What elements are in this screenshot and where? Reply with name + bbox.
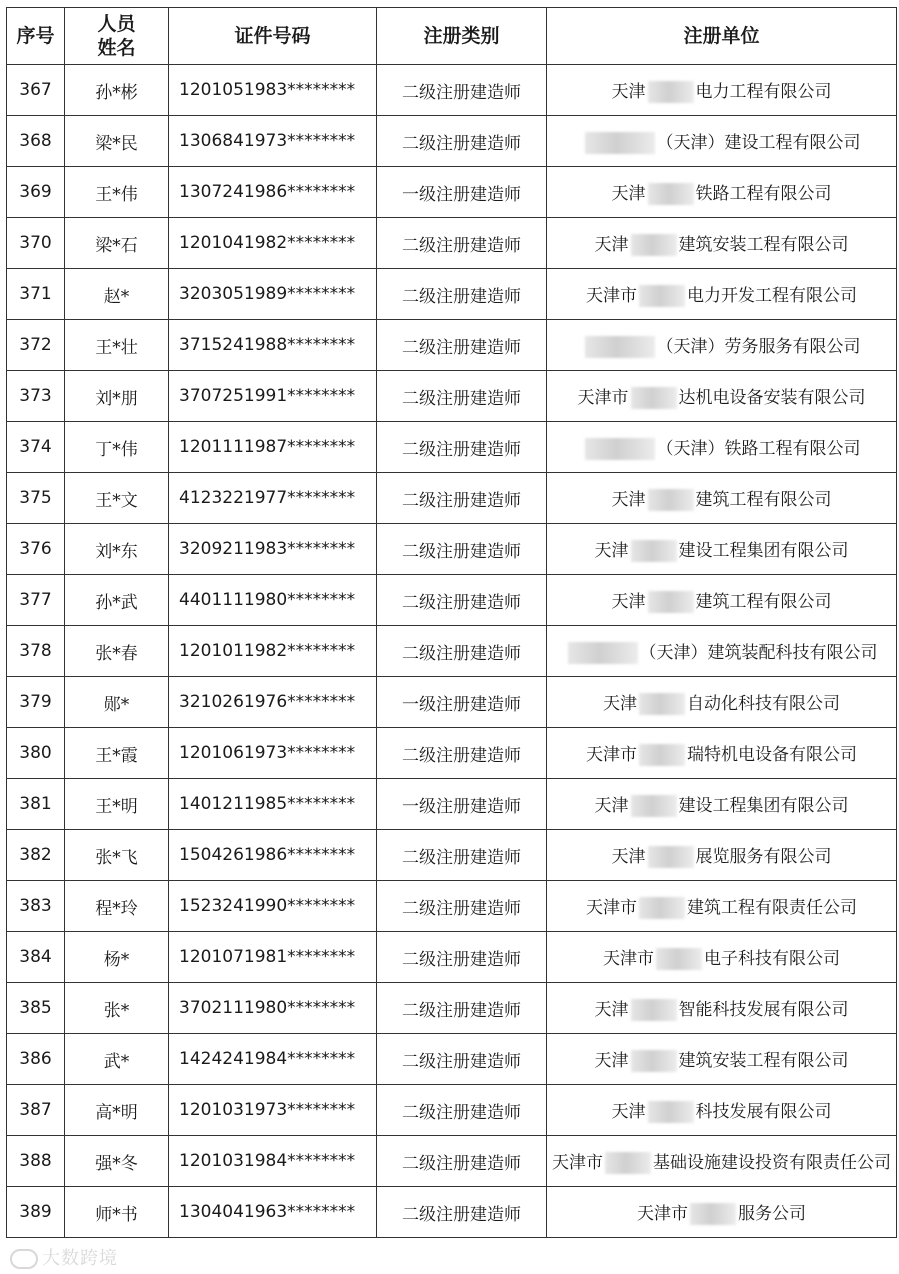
unit-suffix: 建筑工程有限公司: [695, 489, 832, 510]
redacted-blur: [631, 795, 677, 817]
table-row: [7, 1034, 897, 1085]
header-name-line1: 人员: [97, 13, 136, 35]
table-row: [7, 575, 897, 626]
unit-prefix: 天津: [594, 234, 629, 255]
watermark: [10, 1244, 118, 1270]
redacted-blur: [690, 1203, 736, 1225]
table-row: [7, 371, 897, 422]
serial-number-cell: 367: [7, 65, 65, 116]
registration-type-cell: 二级注册建造师: [377, 881, 547, 932]
table-row: [7, 1136, 897, 1187]
registration-unit-cell: [547, 881, 897, 932]
id-number-cell: 3209211983********: [169, 524, 377, 575]
registration-unit-cell: [547, 65, 897, 116]
person-name-cell: 郧*: [65, 677, 169, 728]
id-number-cell: 1424241984********: [169, 1034, 377, 1085]
unit-prefix: 天津市: [577, 387, 629, 408]
person-name-cell: 王*伟: [65, 167, 169, 218]
registration-type-cell: 二级注册建造师: [377, 473, 547, 524]
unit-prefix: 天津市: [586, 897, 637, 918]
registration-unit-cell: [547, 473, 897, 524]
unit-prefix: 天津市: [552, 1152, 603, 1173]
registration-type-cell: 二级注册建造师: [377, 65, 547, 116]
table-row: [7, 116, 897, 167]
redacted-blur: [585, 438, 655, 460]
unit-suffix: 建设工程集团有限公司: [678, 795, 849, 816]
header-registration-unit: 注册单位: [547, 8, 897, 65]
registration-type-cell: 一级注册建造师: [377, 779, 547, 830]
registration-type-cell: 二级注册建造师: [377, 1187, 547, 1238]
registration-unit-cell: [547, 371, 897, 422]
unit-suffix: 建筑安装工程有限公司: [678, 1050, 849, 1071]
registration-type-cell: 二级注册建造师: [377, 524, 547, 575]
registration-type-cell: 二级注册建造师: [377, 422, 547, 473]
registration-unit-cell: [547, 830, 897, 881]
unit-suffix: （天津）铁路工程有限公司: [656, 438, 861, 459]
unit-suffix: 电力开发工程有限公司: [687, 285, 857, 306]
id-number-cell: 1201071981********: [169, 932, 377, 983]
registration-unit-cell: [547, 269, 897, 320]
person-name-cell: 张*春: [65, 626, 169, 677]
registration-type-cell: 二级注册建造师: [377, 830, 547, 881]
unit-suffix: 建筑安装工程有限公司: [678, 234, 849, 255]
person-name-cell: 梁*民: [65, 116, 169, 167]
redacted-blur: [568, 642, 638, 664]
person-name-cell: 梁*石: [65, 218, 169, 269]
id-number-cell: 3210261976********: [169, 677, 377, 728]
registration-type-cell: 二级注册建造师: [377, 1136, 547, 1187]
person-name-cell: 孙*武: [65, 575, 169, 626]
serial-number-cell: 385: [7, 983, 65, 1034]
id-number-cell: 1201051983********: [169, 65, 377, 116]
header-person-name: [65, 8, 169, 65]
redacted-blur: [639, 744, 685, 766]
unit-suffix: 电子科技有限公司: [704, 948, 840, 969]
table-row: [7, 728, 897, 779]
watermark-logo-icon: [10, 1249, 38, 1269]
registration-table: [6, 7, 897, 1238]
person-name-cell: 杨*: [65, 932, 169, 983]
serial-number-cell: 382: [7, 830, 65, 881]
registration-unit-cell: [547, 320, 897, 371]
serial-number-cell: 389: [7, 1187, 65, 1238]
table-row: [7, 626, 897, 677]
table-row: [7, 1187, 897, 1238]
redacted-blur: [639, 693, 685, 715]
unit-prefix: 天津: [611, 489, 646, 510]
registration-type-cell: 二级注册建造师: [377, 626, 547, 677]
person-name-cell: 孙*彬: [65, 65, 169, 116]
unit-suffix: 自动化科技有限公司: [687, 693, 840, 714]
registration-unit-cell: [547, 524, 897, 575]
person-name-cell: 王*霞: [65, 728, 169, 779]
serial-number-cell: 386: [7, 1034, 65, 1085]
registration-type-cell: 二级注册建造师: [377, 932, 547, 983]
serial-number-cell: 372: [7, 320, 65, 371]
id-number-cell: 3707251991********: [169, 371, 377, 422]
unit-suffix: 铁路工程有限公司: [695, 183, 832, 204]
table-row: [7, 218, 897, 269]
unit-prefix: 天津市: [586, 285, 637, 306]
redacted-blur: [631, 1050, 677, 1072]
id-number-cell: 1201111987********: [169, 422, 377, 473]
unit-suffix: 电力工程有限公司: [695, 81, 832, 102]
serial-number-cell: 375: [7, 473, 65, 524]
registration-unit-cell: [547, 167, 897, 218]
table-row: [7, 422, 897, 473]
unit-prefix: 天津: [611, 591, 646, 612]
registration-type-cell: 一级注册建造师: [377, 167, 547, 218]
serial-number-cell: 381: [7, 779, 65, 830]
unit-prefix: 天津: [594, 1050, 629, 1071]
registration-unit-cell: [547, 1187, 897, 1238]
redacted-blur: [648, 1101, 694, 1123]
unit-suffix: 建筑工程有限责任公司: [687, 897, 857, 918]
person-name-cell: 强*冬: [65, 1136, 169, 1187]
registration-unit-cell: [547, 575, 897, 626]
id-number-cell: 1523241990********: [169, 881, 377, 932]
unit-suffix: 服务公司: [738, 1203, 806, 1224]
table-row: [7, 524, 897, 575]
serial-number-cell: 379: [7, 677, 65, 728]
table-row: [7, 65, 897, 116]
redacted-blur: [585, 336, 655, 358]
redacted-blur: [648, 489, 694, 511]
unit-prefix: 天津: [594, 795, 629, 816]
table-body: [7, 65, 897, 1238]
header-id-number: 证件号码: [169, 8, 377, 65]
id-number-cell: 1201031973********: [169, 1085, 377, 1136]
table-row: [7, 830, 897, 881]
redacted-blur: [631, 999, 677, 1021]
person-name-cell: 张*飞: [65, 830, 169, 881]
redacted-blur: [605, 1152, 651, 1174]
table-row: [7, 677, 897, 728]
person-name-cell: 赵*: [65, 269, 169, 320]
unit-suffix: （天津）建筑装配科技有限公司: [639, 642, 878, 663]
person-name-cell: 程*玲: [65, 881, 169, 932]
registration-unit-cell: [547, 116, 897, 167]
registration-unit-cell: [547, 626, 897, 677]
id-number-cell: 1306841973********: [169, 116, 377, 167]
registration-unit-cell: [547, 932, 897, 983]
table-row: [7, 1085, 897, 1136]
person-name-cell: 高*明: [65, 1085, 169, 1136]
serial-number-cell: 369: [7, 167, 65, 218]
serial-number-cell: 371: [7, 269, 65, 320]
registration-type-cell: 二级注册建造师: [377, 1034, 547, 1085]
unit-prefix: 天津: [611, 846, 646, 867]
serial-number-cell: 370: [7, 218, 65, 269]
redacted-blur: [639, 897, 685, 919]
person-name-cell: 王*壮: [65, 320, 169, 371]
unit-prefix: 天津市: [637, 1203, 688, 1224]
registration-unit-cell: [547, 422, 897, 473]
person-name-cell: 武*: [65, 1034, 169, 1085]
redacted-blur: [656, 948, 702, 970]
person-name-cell: 王*文: [65, 473, 169, 524]
unit-suffix: 科技发展有限公司: [695, 1101, 832, 1122]
redacted-blur: [648, 183, 694, 205]
redacted-blur: [648, 81, 694, 103]
redacted-blur: [631, 540, 677, 562]
redacted-blur: [639, 285, 685, 307]
table-row: [7, 881, 897, 932]
serial-number-cell: 378: [7, 626, 65, 677]
unit-prefix: 天津市: [603, 948, 654, 969]
unit-prefix: 天津: [611, 183, 646, 204]
serial-number-cell: 377: [7, 575, 65, 626]
registration-unit-cell: [547, 677, 897, 728]
serial-number-cell: 387: [7, 1085, 65, 1136]
serial-number-cell: 368: [7, 116, 65, 167]
serial-number-cell: 373: [7, 371, 65, 422]
header-serial-number: 序号: [7, 8, 65, 65]
serial-number-cell: 383: [7, 881, 65, 932]
unit-suffix: 基础设施建设投资有限责任公司: [653, 1152, 891, 1173]
unit-prefix: 天津: [594, 540, 629, 561]
id-number-cell: 4123221977********: [169, 473, 377, 524]
id-number-cell: 1304041963********: [169, 1187, 377, 1238]
table-row: [7, 932, 897, 983]
id-number-cell: 3203051989********: [169, 269, 377, 320]
table-row: [7, 269, 897, 320]
registration-type-cell: 二级注册建造师: [377, 371, 547, 422]
serial-number-cell: 384: [7, 932, 65, 983]
person-name-cell: 师*书: [65, 1187, 169, 1238]
redacted-blur: [648, 846, 694, 868]
registration-unit-cell: [547, 1085, 897, 1136]
table-row: [7, 167, 897, 218]
registration-type-cell: 二级注册建造师: [377, 320, 547, 371]
unit-suffix: （天津）劳务服务有限公司: [656, 336, 861, 357]
unit-suffix: 建设工程集团有限公司: [678, 540, 849, 561]
person-name-cell: 张*: [65, 983, 169, 1034]
id-number-cell: 1401211985********: [169, 779, 377, 830]
unit-suffix: 瑞特机电设备有限公司: [687, 744, 857, 765]
id-number-cell: 1201031984********: [169, 1136, 377, 1187]
registration-type-cell: 一级注册建造师: [377, 677, 547, 728]
header-name-line2: 姓名: [97, 37, 136, 59]
unit-suffix: 达机电设备安装有限公司: [678, 387, 866, 408]
unit-prefix: 天津: [611, 1101, 646, 1122]
redacted-blur: [631, 234, 677, 256]
watermark-text: 大数跨境: [42, 1248, 118, 1269]
id-number-cell: 1201011982********: [169, 626, 377, 677]
id-number-cell: 3715241988********: [169, 320, 377, 371]
table-header-row: [7, 8, 897, 65]
unit-prefix: 天津: [611, 81, 646, 102]
registration-unit-cell: [547, 983, 897, 1034]
registration-type-cell: 二级注册建造师: [377, 116, 547, 167]
unit-prefix: 天津: [594, 999, 629, 1020]
redacted-blur: [648, 591, 694, 613]
id-number-cell: 1504261986********: [169, 830, 377, 881]
unit-suffix: 智能科技发展有限公司: [678, 999, 849, 1020]
unit-suffix: 展览服务有限公司: [695, 846, 832, 867]
table-row: [7, 473, 897, 524]
registration-type-cell: 二级注册建造师: [377, 983, 547, 1034]
registration-type-cell: 二级注册建造师: [377, 728, 547, 779]
table-row: [7, 320, 897, 371]
id-number-cell: 1201041982********: [169, 218, 377, 269]
person-name-cell: 丁*伟: [65, 422, 169, 473]
unit-suffix: （天津）建设工程有限公司: [656, 132, 861, 153]
registration-unit-cell: [547, 1034, 897, 1085]
registration-type-cell: 二级注册建造师: [377, 269, 547, 320]
registration-type-cell: 二级注册建造师: [377, 1085, 547, 1136]
unit-suffix: 建筑工程有限公司: [695, 591, 832, 612]
person-name-cell: 刘*东: [65, 524, 169, 575]
redacted-blur: [631, 387, 677, 409]
header-registration-type: 注册类别: [377, 8, 547, 65]
table-row: [7, 779, 897, 830]
registration-unit-cell: [547, 779, 897, 830]
id-number-cell: 1201061973********: [169, 728, 377, 779]
registration-type-cell: 二级注册建造师: [377, 218, 547, 269]
serial-number-cell: 376: [7, 524, 65, 575]
serial-number-cell: 388: [7, 1136, 65, 1187]
unit-prefix: 天津: [603, 693, 637, 714]
id-number-cell: 4401111980********: [169, 575, 377, 626]
registration-type-cell: 二级注册建造师: [377, 575, 547, 626]
registration-unit-cell: [547, 1136, 897, 1187]
id-number-cell: 1307241986********: [169, 167, 377, 218]
serial-number-cell: 380: [7, 728, 65, 779]
redacted-blur: [585, 132, 655, 154]
registration-unit-cell: [547, 218, 897, 269]
unit-prefix: 天津市: [586, 744, 637, 765]
id-number-cell: 3702111980********: [169, 983, 377, 1034]
person-name-cell: 王*明: [65, 779, 169, 830]
table-row: [7, 983, 897, 1034]
person-name-cell: 刘*朋: [65, 371, 169, 422]
serial-number-cell: 374: [7, 422, 65, 473]
registration-unit-cell: [547, 728, 897, 779]
